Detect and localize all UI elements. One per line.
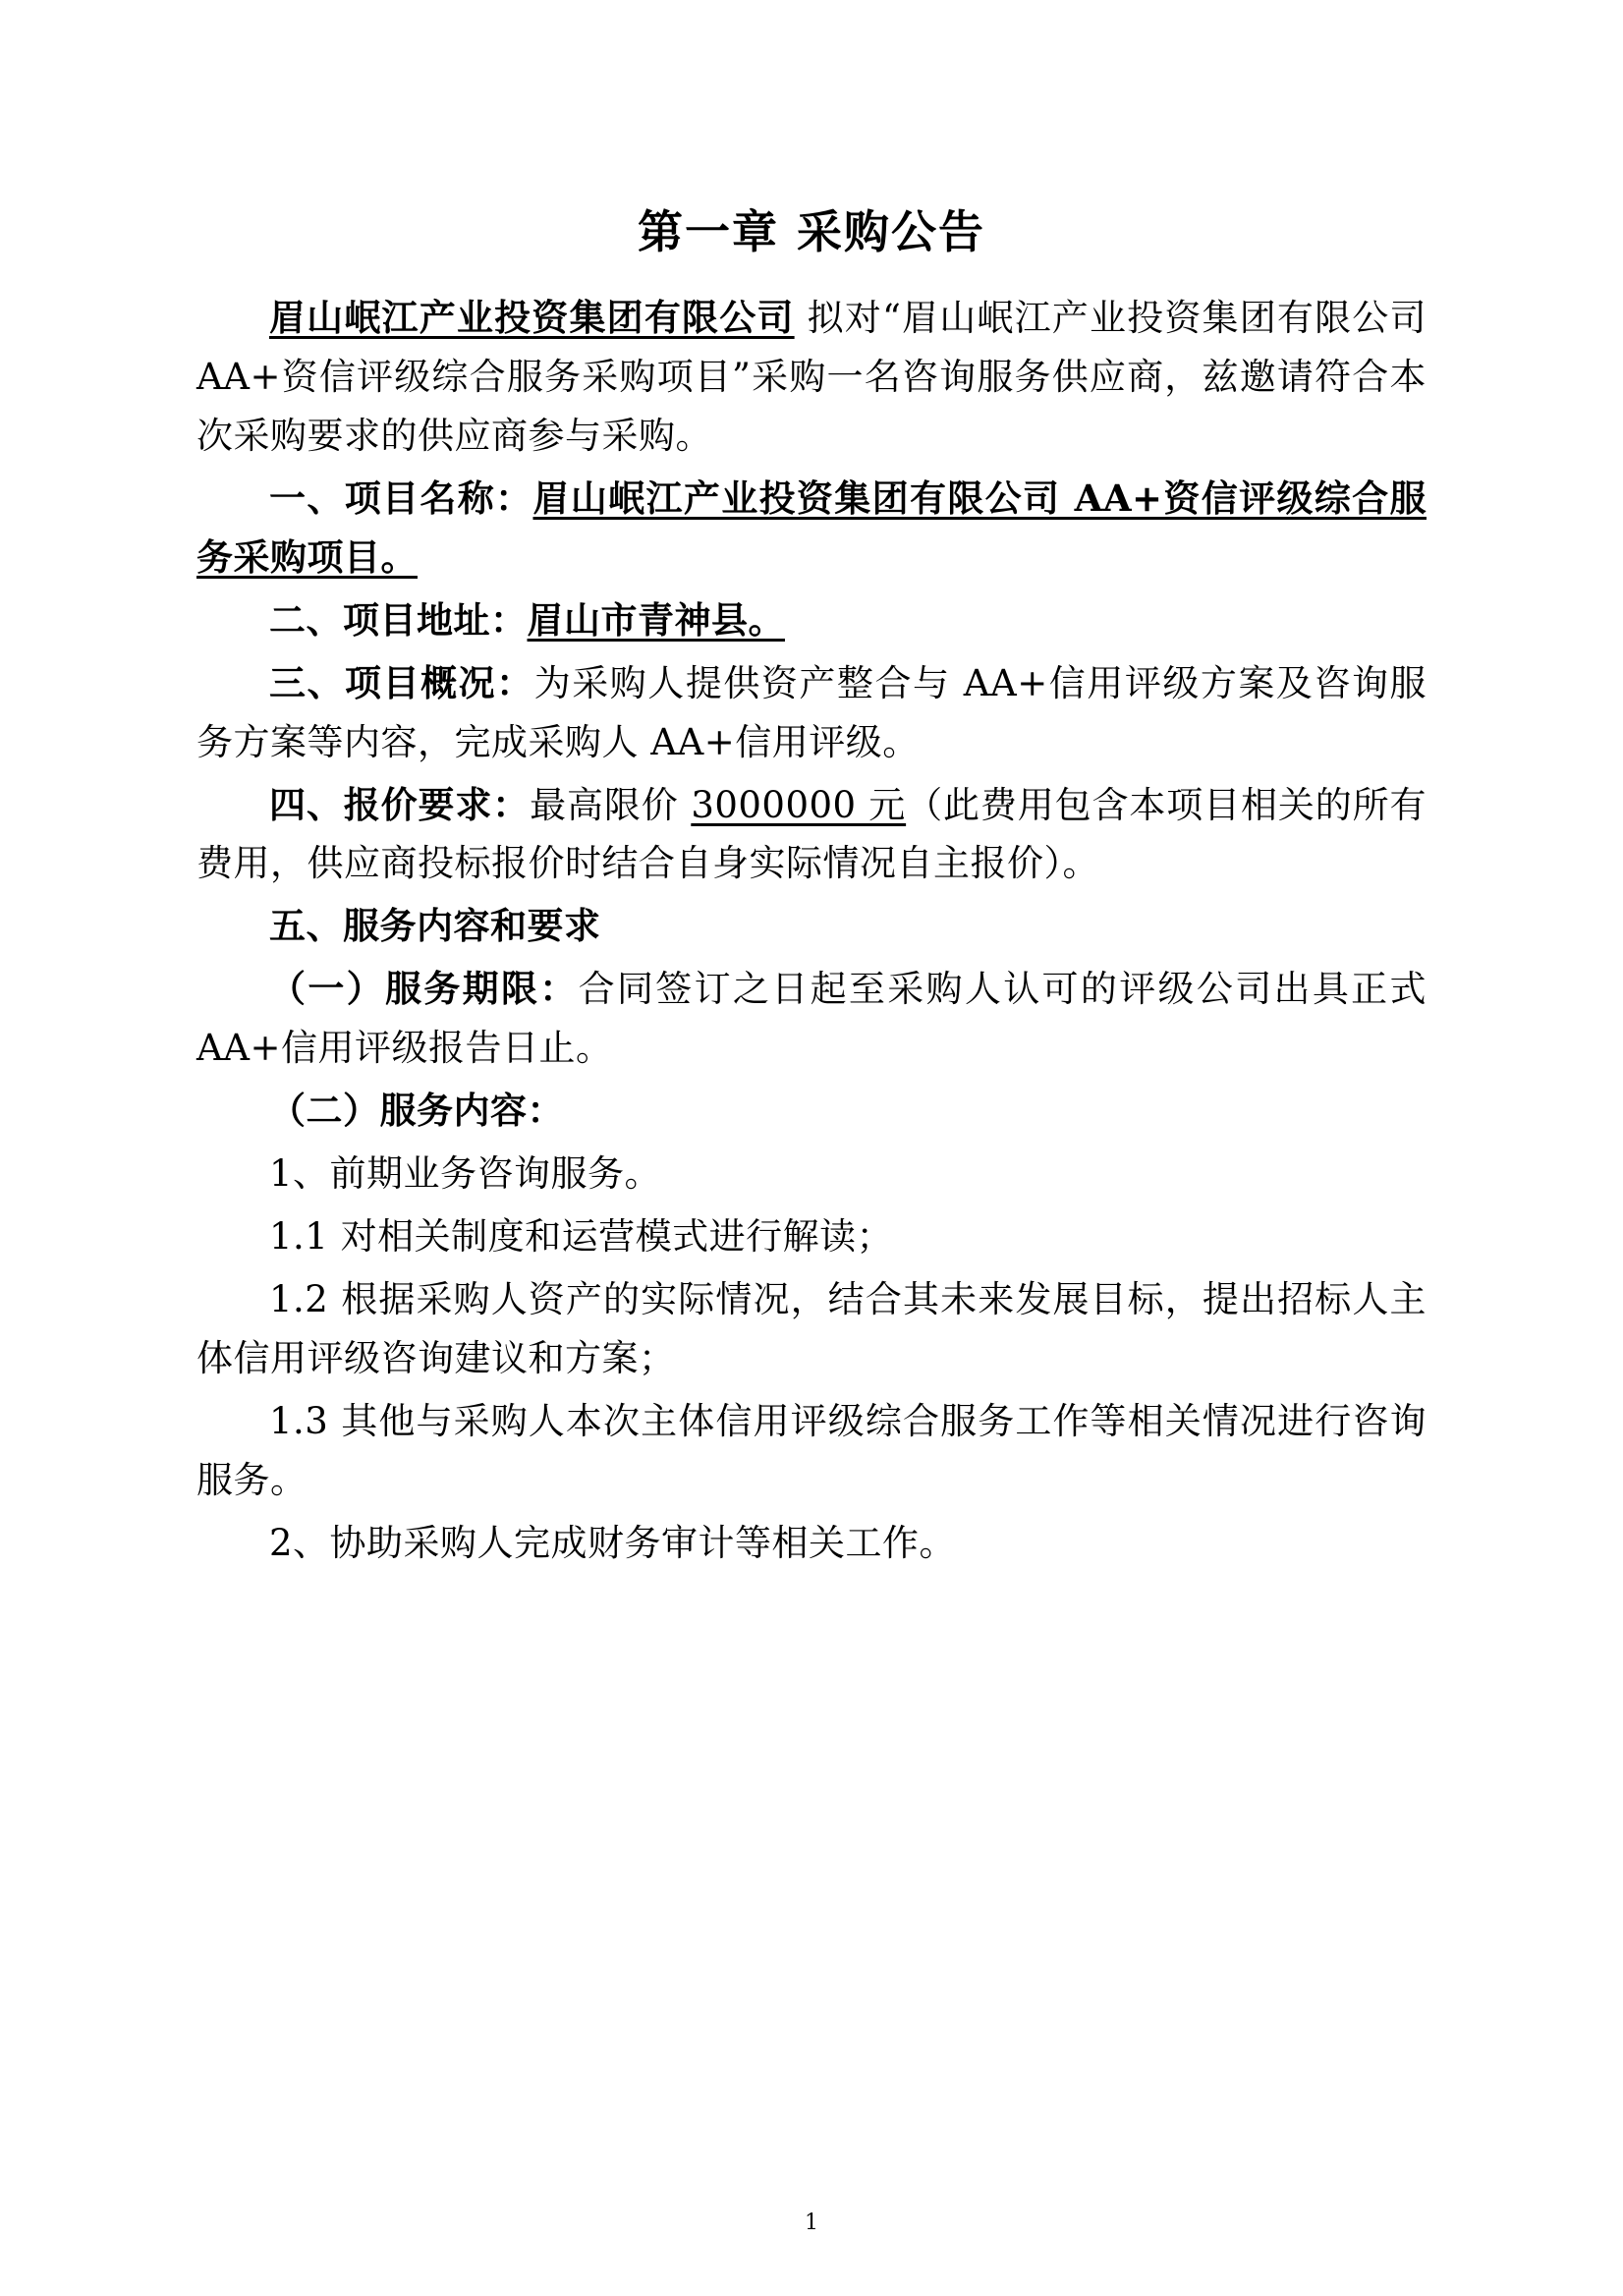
section-project-name — [196, 470, 1427, 588]
section-project-address — [196, 591, 1427, 650]
intro-text: 拟对“眉山岷江产业投资集团有限公司 AA+资信评级综合服务采购项目”采购一名咨询服务供应商，兹邀请符合本次采购要求的供应商参与采购。 — [196, 297, 1427, 457]
service-sub-item: 1.1 对相关制度和运营模式进行解读； — [269, 1215, 894, 1259]
section-label: 二、项目地址： — [269, 597, 528, 642]
service-content-label — [196, 1082, 1427, 1141]
service-period-label: （一）服务期限： — [269, 967, 579, 1011]
section-label: 一、项目名称： — [269, 476, 533, 520]
section-project-overview — [196, 654, 1427, 772]
service-period — [196, 960, 1427, 1078]
page-number: 1 — [805, 2211, 818, 2235]
section-value: 眉山岷江产业投资集团有限公司 AA+资信评级综合服务采购项目。 — [196, 476, 1427, 579]
intro-paragraph — [196, 289, 1427, 466]
price-suffix: （此费用包含本项目相关的所有费用，供应商投标报价时结合自身实际情况自主报价）。 — [196, 783, 1427, 885]
section-value: 眉山市青神县。 — [527, 597, 785, 642]
section-price-requirement — [196, 776, 1427, 894]
section-label: 三、项目概况： — [269, 660, 534, 704]
service-sub-item: 1、前期业务咨询服务。 — [269, 1152, 662, 1196]
section-label: 四、报价要求： — [269, 782, 531, 826]
section-service-heading — [196, 897, 1427, 956]
service-period-text: 合同签订之日起至采购人认可的评级公司出具正式 AA+信用评级报告日止。 — [196, 968, 1427, 1070]
price-amount: 3000000 元 — [691, 783, 907, 826]
page-title: 第一章 采购公告 — [637, 205, 985, 258]
service-sub-item: 1.2 根据采购人资产的实际情况，结合其未来发展目标，提出招标人主体信用评级咨询建议和方案； — [196, 1278, 1427, 1379]
service-content-heading: （二）服务内容： — [269, 1089, 564, 1133]
buyer-name: 眉山岷江产业投资集团有限公司 — [269, 296, 795, 339]
price-prefix: 最高限价 — [530, 783, 692, 826]
service-heading-label: 五、服务内容和要求 — [269, 904, 601, 948]
service-sub-item: 1.3 其他与采购人本次主体信用评级综合服务工作等相关情况进行咨询服务。 — [196, 1399, 1427, 1501]
section-value: 为采购人提供资产整合与 AA+信用评级方案及咨询服务方案等内容，完成采购人 AA+信用评级。 — [196, 661, 1427, 763]
service-sub-item: 2、协助采购人完成财务审计等相关工作。 — [269, 1521, 957, 1564]
